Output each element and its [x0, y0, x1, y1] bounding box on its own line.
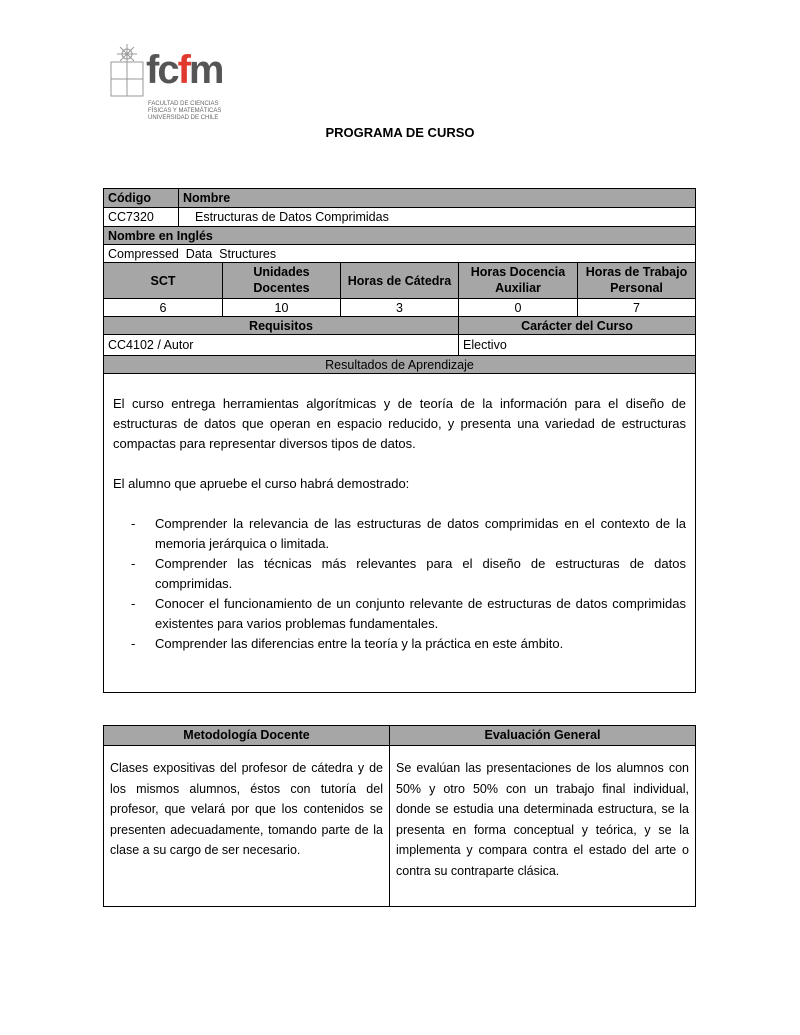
learning-outcomes-body: [103, 373, 696, 693]
list-item: - Conocer el funcionamiento de un conjunto relevante de estructuras de datos comprimidas existentes para varios problemas fundamentales.: [131, 596, 686, 631]
evaluation-text: Se evalúan las presentaciones de los alumnos con 50% y otro 50% con un trabajo final individual, donde se estudia una determinada estructura, se la presenta en forma conceptual y teórica, y se la implementa y compara contra el estado del arte o contra su contraparte clásica.: [389, 745, 696, 907]
methodology-label: Metodología Docente: [103, 725, 390, 746]
list-item-text: Conocer el funcionamiento de un conjunto relevante de estructuras de datos comprimidas existentes para varios problemas fundamentales.: [155, 596, 686, 631]
page-title: PROGRAMA DE CURSO: [325, 125, 475, 140]
list-item: - Comprender las diferencias entre la teoría y la práctica en este ámbito.: [131, 636, 564, 651]
faculty-name: [148, 101, 221, 122]
requirements-label: Requisitos: [103, 316, 459, 335]
lecture-hours-header: Horas de Cátedra: [340, 262, 459, 299]
outcomes-intro: El alumno que apruebe el curso habrá demostrado:: [113, 476, 410, 491]
course-code: CC7320: [103, 207, 179, 227]
sct-header: SCT: [103, 262, 223, 299]
aux-hours-header: Horas Docencia Auxiliar: [458, 262, 578, 299]
aux-hours-value: 0: [458, 298, 578, 317]
evaluation-label: Evaluación General: [389, 725, 696, 746]
course-character-label: Carácter del Curso: [458, 316, 696, 335]
faculty-line: FACULTAD DE CIENCIAS: [148, 101, 219, 107]
sct-value: 6: [103, 298, 223, 317]
faculty-line: UNIVERSIDAD DE CHILE: [148, 115, 219, 121]
personal-hours-header: Horas de Trabajo Personal: [577, 262, 696, 299]
fcfm-logo: [108, 44, 233, 126]
name-label: Nombre: [178, 188, 696, 208]
outcomes-list: [113, 514, 686, 654]
lecture-hours-value: 3: [340, 298, 459, 317]
english-name-label: Nombre en Inglés: [103, 226, 696, 245]
description-paragraph: El curso entrega herramientas algorítmicas y de teoría de la información para el diseño de estructuras de datos que operan en espacio reducido, y presenta una variedad de estructuras compactas para representar diversos tipos de datos.: [113, 396, 686, 451]
list-item: - Comprender la relevancia de las estructuras de datos comprimidas en el contexto de la memoria jerárquica o limitada.: [131, 516, 686, 551]
fcfm-wordmark: fcfm: [146, 48, 223, 92]
list-item-text: Comprender las técnicas más relevantes para el diseño de estructuras de datos comprimidas.: [155, 556, 686, 591]
english-name: Compressed Data Structures: [103, 244, 696, 263]
list-item-text: Comprender la relevancia de las estructuras de datos comprimidas en el contexto de la memoria jerárquica o limitada.: [155, 516, 686, 551]
units-value: 10: [222, 298, 341, 317]
course-name: Estructuras de Datos Comprimidas: [178, 207, 696, 227]
units-header: Unidades Docentes: [222, 262, 341, 299]
course-character-value: Electivo: [458, 334, 696, 356]
university-crest-icon: [108, 44, 146, 99]
code-label: Código: [103, 188, 179, 208]
learning-outcomes-label: Resultados de Aprendizaje: [103, 355, 696, 374]
faculty-line: FÍSICAS Y MATEMÁTICAS: [148, 108, 222, 114]
list-item: - Comprender las técnicas más relevantes para el diseño de estructuras de datos comprimidas.: [131, 556, 686, 591]
personal-hours-value: 7: [577, 298, 696, 317]
requirements-value: CC4102 / Autor: [103, 334, 459, 356]
methodology-text: Clases expositivas del profesor de cátedra y de los mismos alumnos, éstos con tutoría del profesor, que velará por que los contenidos se presenten adecuadamente, tomando parte de la clase a su cargo de ser necesario.: [103, 745, 390, 907]
list-item-text: Comprender las diferencias entre la teoría y la práctica en este ámbito.: [155, 636, 564, 651]
